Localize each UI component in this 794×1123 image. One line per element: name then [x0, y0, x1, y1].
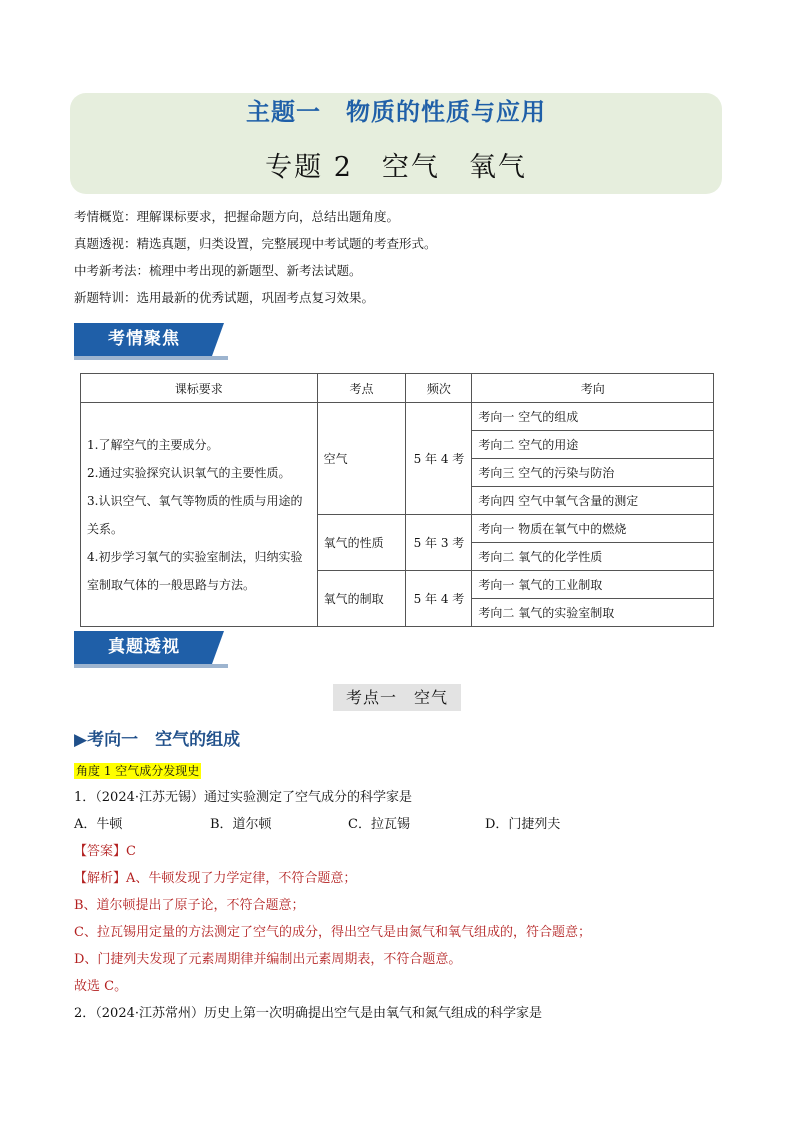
intro-line-4: 新题特训：选用最新的优秀试题，巩固考点复习效果。 [74, 290, 375, 305]
question-1-stem: 1．（2024·江苏无锡）通过实验测定了空气成分的科学家是 [74, 790, 412, 805]
table-cell-point: 氧气的性质 [317, 515, 406, 571]
analysis-line-5: 故选 C。 [74, 979, 128, 994]
topic-subtitle: 专题 2 空气 氧气 [265, 152, 527, 183]
section-ribbon-real [74, 628, 228, 668]
table-cell-freq: 5 年 4 考 [406, 403, 472, 515]
intro-line-3: 中考新考法：梳理中考出现的新题型、新考法试题。 [74, 263, 362, 278]
analysis-line-1: 【解析】A、牛顿发现了力学定律，不符合题意； [74, 871, 357, 886]
analysis-line-4: D、门捷列夫发现了元素周期律并编制出元素周期表，不符合题意。 [74, 952, 462, 967]
table-cell-dir: 考向二 氧气的实验室制取 [472, 599, 714, 627]
section-title-focus: 考情聚焦 [108, 329, 180, 349]
curriculum-requirements: 1.了解空气的主要成分。 2.通过实验探究认识氧气的主要性质。 3.认识空气、氧气等物质的性质与用途的关系。 4.初步学习氧气的实验室制法，归纳实验室制取气体的一般思路与方法。 [81, 403, 318, 627]
table-cell-dir: 考向二 空气的用途 [472, 431, 714, 459]
option-c: C．拉瓦锡 [348, 817, 410, 832]
answer-line: 【答案】C [74, 844, 136, 859]
theme-title: 主题一 物质的性质与应用 [246, 98, 546, 126]
section-ribbon-focus [74, 320, 228, 360]
option-d: D．门捷列夫 [485, 817, 561, 832]
table-cell-point: 空气 [317, 403, 406, 515]
option-a: A．牛顿 [74, 817, 123, 832]
analysis-line-3: C、拉瓦锡用定量的方法测定了空气的成分，得出空气是由氮气和氧气组成的，符合题意； [74, 925, 591, 940]
table-header: 考向 [472, 374, 714, 403]
kaoxiang-heading: ▶考向一 空气的组成 [74, 730, 241, 750]
analysis-line-2: B、道尔顿提出了原子论，不符合题意； [74, 898, 305, 913]
table-cell-dir: 考向一 空气的组成 [472, 403, 714, 431]
table-cell-dir: 考向一 氧气的工业制取 [472, 571, 714, 599]
table-cell-dir: 考向四 空气中氧气含量的测定 [472, 487, 714, 515]
intro-line-2: 真题透视：精选真题，归类设置，完整展现中考试题的考查形式。 [74, 236, 437, 251]
section-title-real: 真题透视 [108, 637, 180, 657]
angle-tag: 角度 1 空气成分发现史 [76, 764, 200, 778]
exam-focus-table [80, 373, 714, 627]
kaodian-heading: 考点一 空气 [333, 684, 461, 711]
answer-value: C [126, 844, 136, 859]
table-header: 课标要求 [81, 374, 318, 403]
table-header-row [81, 374, 714, 403]
table-cell-dir: 考向二 氧气的化学性质 [472, 543, 714, 571]
table-cell-dir: 考向一 物质在氧气中的燃烧 [472, 515, 714, 543]
table-cell-freq: 5 年 3 考 [406, 515, 472, 571]
intro-line-1: 考情概览：理解课标要求，把握命题方向，总结出题角度。 [74, 209, 400, 224]
table-header: 频次 [406, 374, 472, 403]
question-2-stem: 2．（2024·江苏常州）历史上第一次明确提出空气是由氧气和氮气组成的科学家是 [74, 1006, 542, 1021]
table-cell-dir: 考向三 空气的污染与防治 [472, 459, 714, 487]
title-banner [70, 93, 722, 194]
table-cell-point: 氧气的制取 [317, 571, 406, 627]
table-header: 考点 [317, 374, 406, 403]
option-b: B．道尔顿 [210, 817, 272, 832]
table-row [81, 403, 714, 431]
table-cell-freq: 5 年 4 考 [406, 571, 472, 627]
question-1-options [74, 816, 714, 834]
